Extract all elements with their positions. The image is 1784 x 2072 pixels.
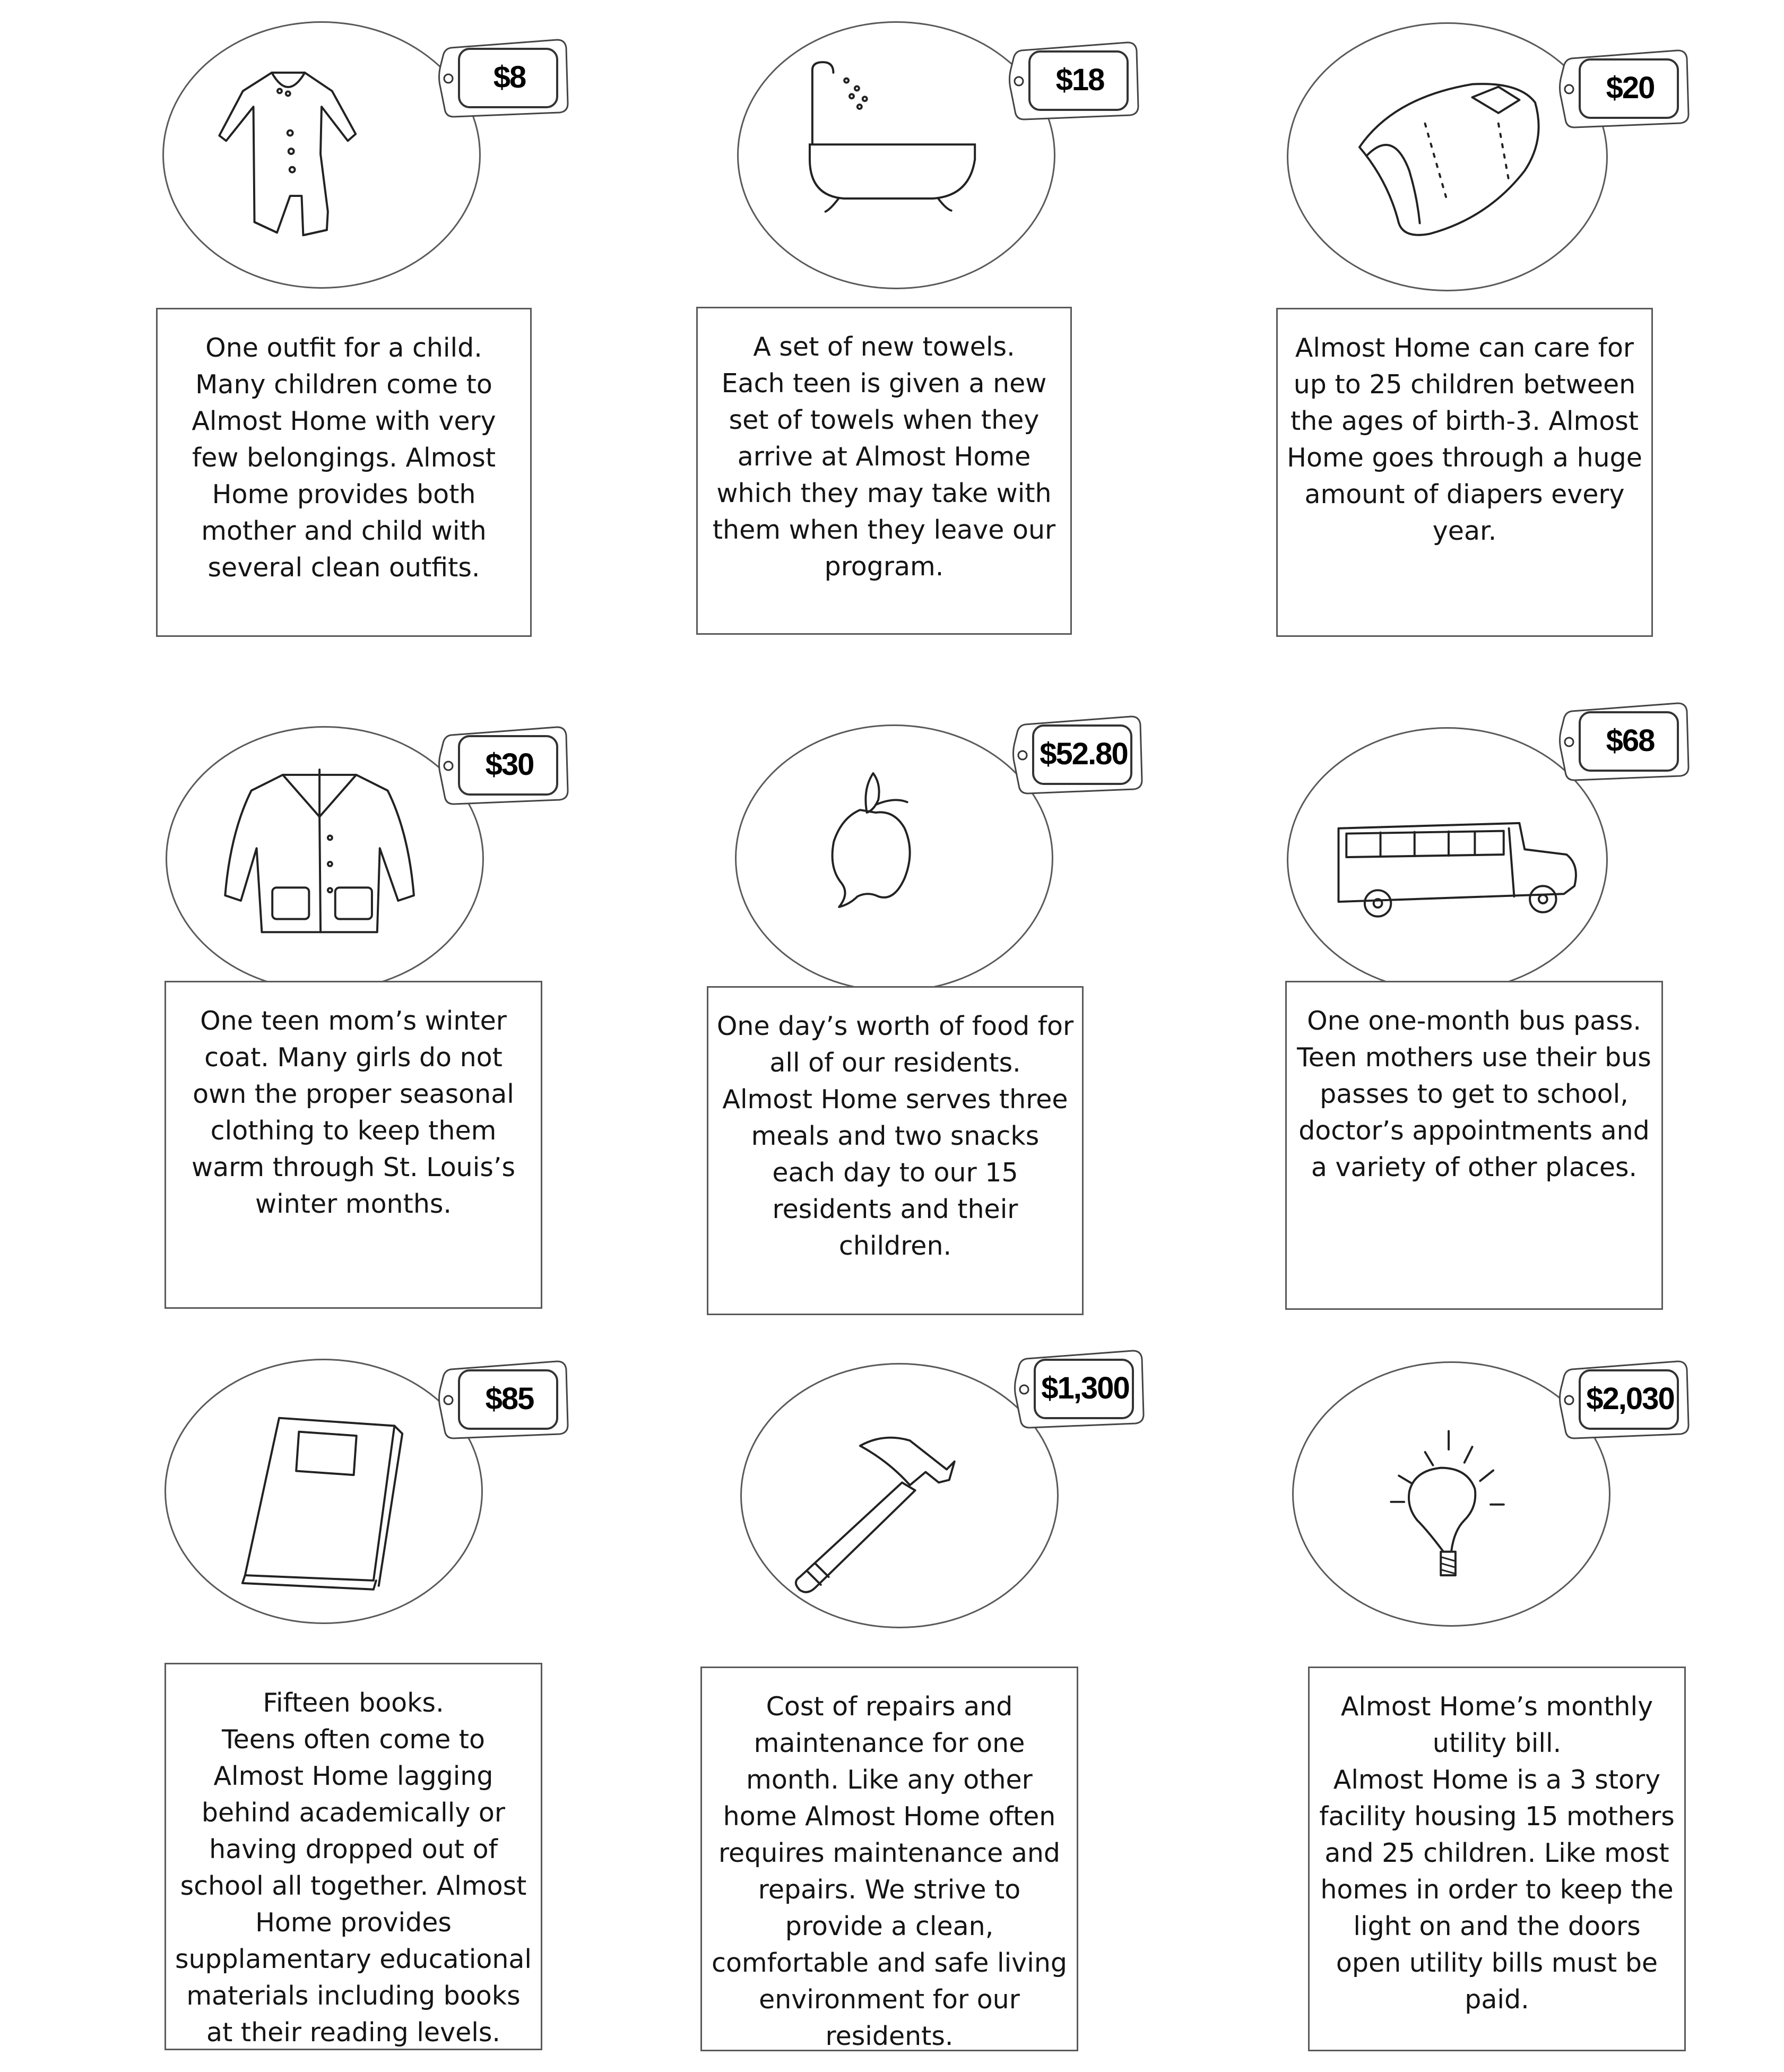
item-9-description-box: [1308, 1667, 1686, 2051]
item-1-circle: [162, 21, 481, 289]
item-4-price: $30: [485, 747, 534, 782]
item-9-price-tag: [1556, 1359, 1688, 1438]
item-3-price: $20: [1606, 70, 1655, 105]
item-4-description-box: [164, 981, 542, 1309]
item-5-price: $52.80: [1040, 736, 1128, 771]
item-7-description-box: [164, 1663, 542, 2050]
item-5-circle: [735, 724, 1053, 992]
item-5-price-tag: [1009, 714, 1142, 793]
item-8-price: $1,300: [1041, 1370, 1129, 1405]
item-2-description-box: [696, 307, 1072, 635]
item-7-price-tag: [435, 1359, 568, 1438]
item-5-description-box: [707, 986, 1084, 1315]
item-4-description: One teen mom’s winter coat. Many girls do not own the proper seasonal clothing to keep them warm through St. Louis’s winter months.: [192, 1006, 515, 1219]
item-8-description-box: [700, 1667, 1078, 2051]
item-1-description: One outfit for a child. Many children come to Almost Home with very few belongings. Almost Home provides both mother and child with several clean outfits.: [192, 333, 496, 583]
item-9-description: Almost Home’s monthly utility bill. Almost Home is a 3 story facility housing 15 mothers and 25 children. Like most homes in order to keep the light on and the doors open utility bills must be paid.: [1319, 1691, 1675, 2015]
item-2-price: $18: [1055, 62, 1104, 97]
apple-icon: [737, 726, 1052, 990]
item-6-description-box: [1285, 981, 1663, 1310]
onesie-icon: [164, 23, 479, 287]
item-3-description-box: [1276, 308, 1653, 637]
item-6-price: $68: [1606, 723, 1655, 758]
item-1-price: $8: [493, 59, 526, 94]
item-2-price-tag: [1006, 40, 1138, 119]
item-8-price-tag: [1011, 1348, 1144, 1428]
item-7-price: $85: [485, 1381, 534, 1416]
item-1-price-tag: [435, 37, 568, 117]
item-4-price-tag: [435, 724, 568, 804]
item-2-description: A set of new towels. Each teen is given a new set of towels when they arrive at Almost Home which they may take with them when they leave our program.: [712, 332, 1056, 582]
item-7-description: Fifteen books. Teens often come to Almost Home lagging behind academically or having dropped out of school all together. Almost Home provides supplamentary educational materials including books at their reading levels.: [175, 1688, 532, 2048]
item-6-description: One one-month bus pass. Teen mothers use their bus passes to get to school, doctor’s appointments and a variety of other places.: [1297, 1006, 1651, 1182]
item-5-description: One day’s worth of food for all of our residents. Almost Home serves three meals and two snacks each day to our 15 residents and their children.: [716, 1011, 1074, 1261]
item-1-description-box: [156, 308, 532, 637]
item-6-price-tag: [1556, 701, 1688, 780]
item-3-description: Almost Home can care for up to 25 children between the ages of birth-3. Almost Home goes through a huge amount of diapers every year.: [1287, 333, 1642, 546]
book-icon: [166, 1360, 481, 1622]
item-9-price: $2,030: [1586, 1381, 1674, 1416]
item-8-description: Cost of repairs and maintenance for one month. Like any other home Almost Home often requires maintenance and repairs. We strive to provide a clean, comfortable and safe living environment for our residents.: [712, 1691, 1067, 2051]
item-3-price-tag: [1556, 48, 1688, 127]
hammer-icon: [742, 1365, 1057, 1627]
